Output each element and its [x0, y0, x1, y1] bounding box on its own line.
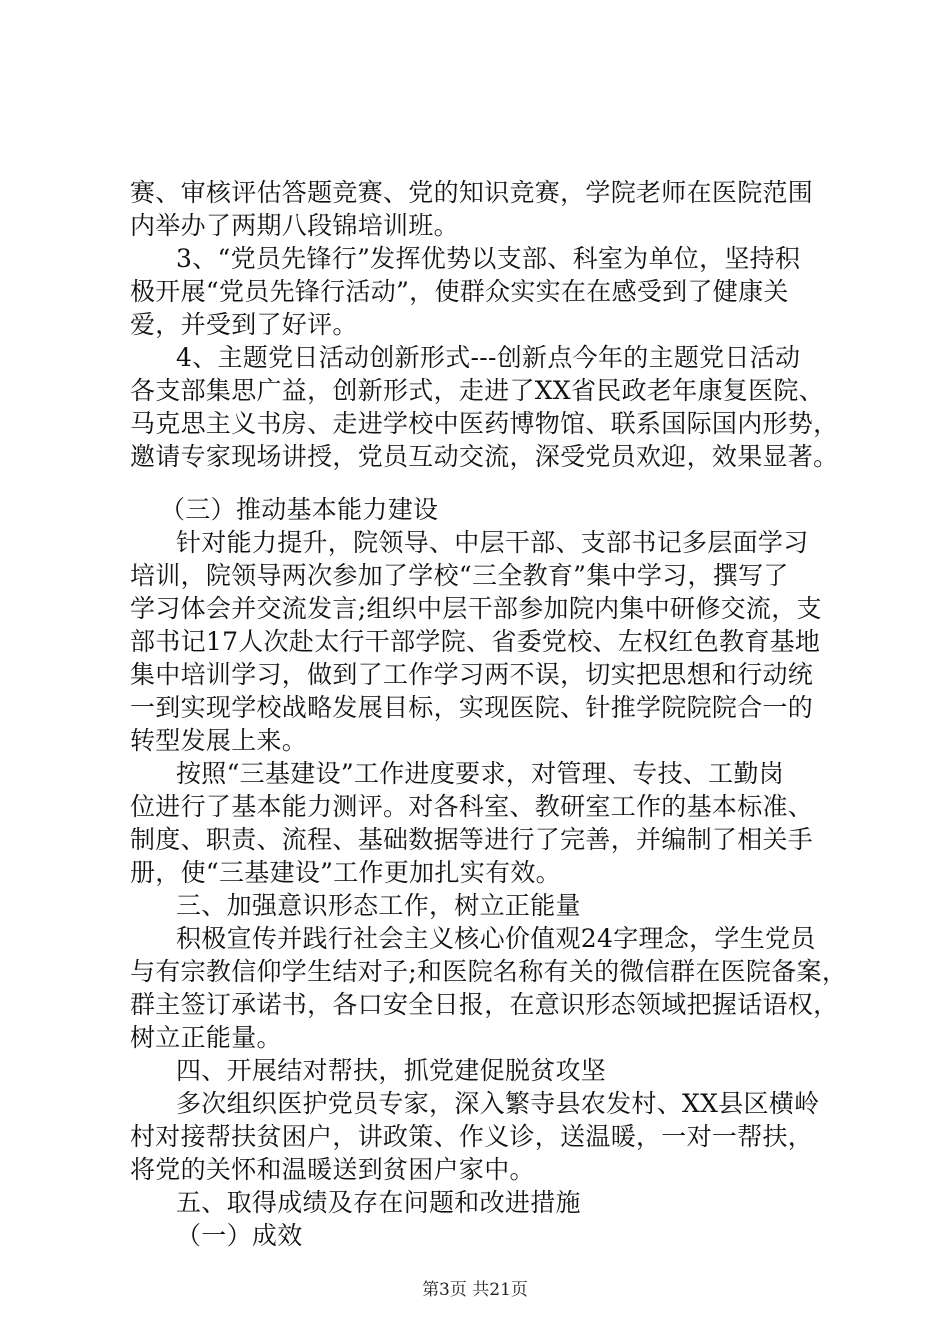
- section-heading-capacity: （三）推动基本能力建设: [160, 495, 439, 524]
- paragraph-3-start: 3、“党员先锋行”发挥优势以支部、科室为单位，坚持积: [176, 244, 801, 273]
- text-line: 学习体会并交流发言;组织中层干部参加院内集中研修交流，支: [130, 594, 822, 623]
- text-line: 赛、审核评估答题竞赛、党的知识竞赛，学院老师在医院范围: [130, 178, 814, 207]
- paragraph-start: 针对能力提升，院领导、中层干部、支部书记多层面学习: [176, 528, 809, 557]
- text-line: 极开展“党员先锋行活动”，使群众实实在在感受到了健康关: [130, 277, 789, 306]
- text-line: 位进行了基本能力测评。对各科室、教研室工作的基本标准、: [130, 792, 814, 821]
- section-heading-ideology: 三、加强意识形态工作，树立正能量: [176, 891, 581, 920]
- text-line: 转型发展上来。: [130, 726, 308, 755]
- text-line: 内举办了两期八段锦培训班。: [130, 211, 459, 240]
- text-line: 部书记17人次赴太行干部学院、省委党校、左权红色教育基地: [130, 627, 821, 656]
- page-number-footer: 第3页 共21页: [422, 1280, 528, 1300]
- text-line: 制度、职责、流程、基础数据等进行了完善，并编制了相关手: [130, 825, 814, 854]
- text-line: 群主签订承诺书，各口安全日报，在意识形态领域把握话语权，: [130, 990, 839, 1019]
- text-line: 培训，院领导两次参加了学校“三全教育”集中学习，撰写了: [130, 561, 789, 590]
- text-line: 各支部集思广益，创新形式，走进了XX省民政老年康复医院、: [130, 376, 824, 405]
- text-line: 一到实现学校战略发展目标，实现医院、针推学院院院合一的: [130, 693, 814, 722]
- section-heading-poverty: 四、开展结对帮扶，抓党建促脱贫攻坚: [176, 1056, 607, 1085]
- paragraph-start: 按照“三基建设”工作进度要求，对管理、专技、工勤岗: [176, 759, 785, 788]
- text-line: 村对接帮扶贫困户，讲政策、作义诊，送温暖，一对一帮扶，: [130, 1122, 814, 1151]
- text-line: 马克思主义书房、走进学校中医药博物馆、联系国际国内形势，: [130, 409, 839, 438]
- paragraph-start: 积极宣传并践行社会主义核心价值观24字理念，学生党员: [176, 924, 816, 953]
- section-heading-results: 五、取得成绩及存在问题和改进措施: [176, 1188, 581, 1217]
- text-line: 册，使“三基建设”工作更加扎实有效。: [130, 858, 561, 887]
- paragraph-4-start: 4、主题党日活动创新形式---创新点今年的主题党日活动: [176, 343, 801, 372]
- subsection-heading-effects: （一）成效: [176, 1221, 303, 1250]
- text-line: 将党的关怀和温暖送到贫困户家中。: [130, 1155, 535, 1184]
- text-line: 集中培训学习，做到了工作学习两不误，切实把思想和行动统: [130, 660, 814, 689]
- paragraph-start: 多次组织医护党员专家，深入繁寺县农发村、XX县区横岭: [176, 1089, 820, 1118]
- text-line: 邀请专家现场讲授，党员互动交流，深受党员欢迎，效果显著。: [130, 442, 839, 471]
- text-line: 与有宗教信仰学生结对子;和医院名称有关的微信群在医院备案，: [130, 957, 848, 986]
- text-line: 爱，并受到了好评。: [130, 310, 358, 339]
- text-line: 树立正能量。: [130, 1023, 282, 1052]
